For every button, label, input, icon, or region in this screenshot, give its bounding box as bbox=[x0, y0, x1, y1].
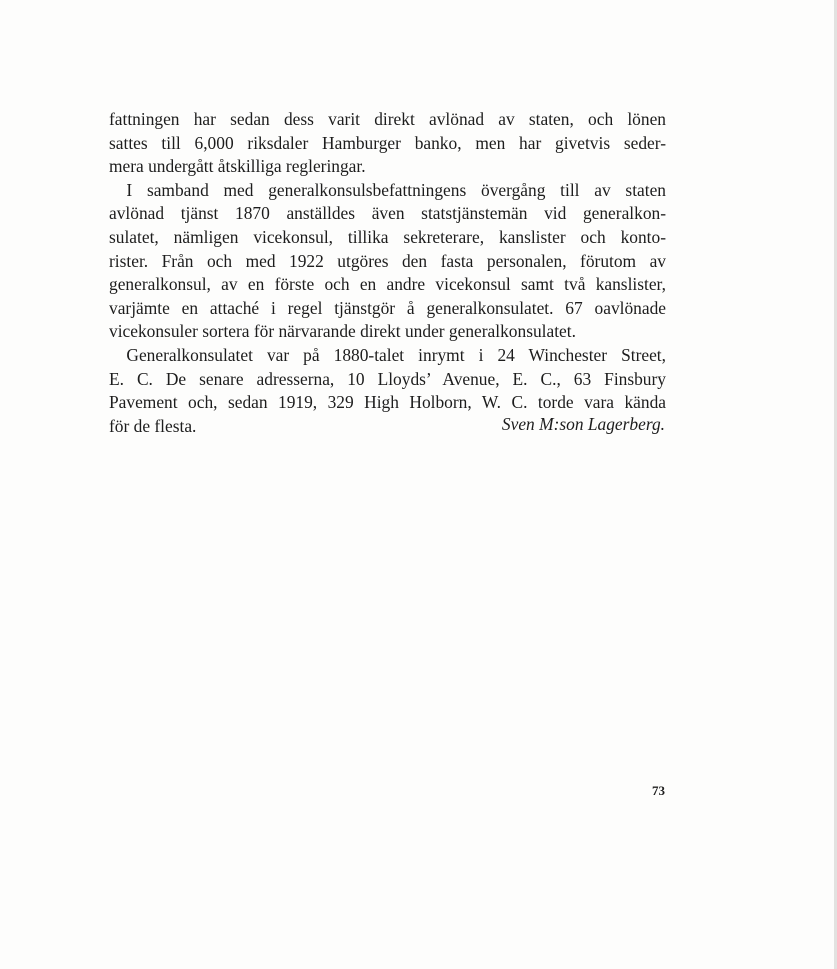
page-number: 73 bbox=[652, 783, 665, 798]
text-line: för de flesta. bbox=[109, 415, 197, 436]
text-line: Pavement och, sedan 1919, 329 High Holborn, W. C. torde vara kända bbox=[109, 392, 666, 413]
text-line: mera undergått åtskilliga regleringar. bbox=[109, 156, 366, 177]
text-line: Generalkonsulatet var på 1880-talet inrymt i 24 Winchester Street, bbox=[109, 344, 666, 365]
text-line: avlönad tjänst 1870 anställdes även statstjänstemän vid generalkon- bbox=[109, 203, 666, 224]
text-line: generalkonsul, av en förste och en andre vicekonsul samt två kanslister, bbox=[109, 274, 666, 295]
text-line: I samband med generalkonsulsbefattningens övergång till av staten bbox=[109, 179, 666, 200]
author-signature: Sven M:son Lagerberg. bbox=[501, 414, 665, 434]
text-line: sulatet, nämligen vicekonsul, tillika sekreterare, kanslister och konto- bbox=[109, 226, 666, 247]
text-line: vicekonsuler sortera för närvarande direkt under generalkonsulatet. bbox=[109, 321, 576, 342]
text-line: rister. Från och med 1922 utgöres den fasta personalen, förutom av bbox=[109, 250, 666, 271]
text-line: sattes till 6,000 riksdaler Hamburger banko, men har givetvis seder- bbox=[109, 132, 666, 153]
body-text bbox=[109, 108, 666, 438]
text-line: E. C. De senare adresserna, 10 Lloyds’ Avenue, E. C., 63 Finsbury bbox=[109, 368, 666, 389]
text-line: varjämte en attaché i regel tjänstgör å generalkonsulatet. 67 oavlönade bbox=[109, 297, 666, 318]
text-line: fattningen har sedan dess varit direkt avlönad av staten, och lönen bbox=[109, 109, 666, 129]
